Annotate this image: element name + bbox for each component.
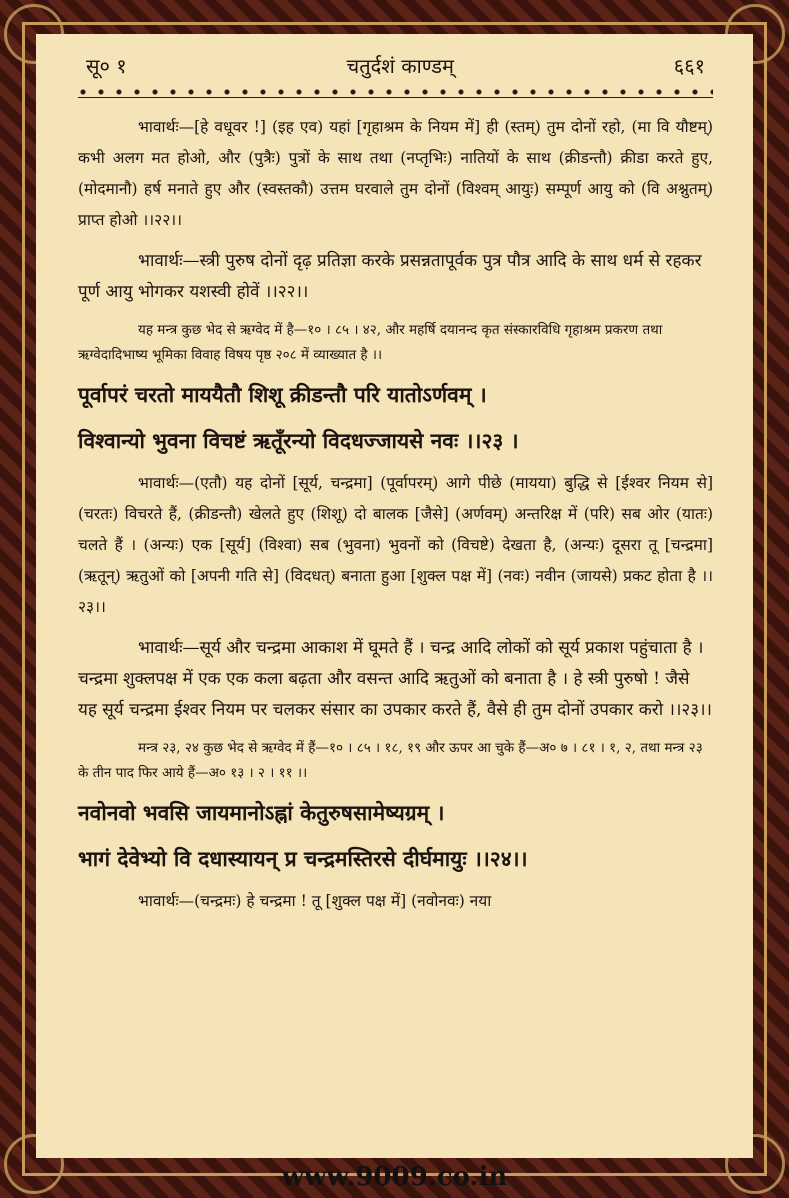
- header-divider: [78, 87, 713, 98]
- word-meaning-24: भावार्थः—(चन्द्रमः) हे चन्द्रमा ! तू [शुक्ल पक्ष में] (नवोनवः) नया: [138, 892, 492, 910]
- word-meaning-23: भावार्थः—(एतौ) यह दोनों [सूर्य, चन्द्रमा] (पूर्वापरम्) आगे पीछे (मायया) बुद्धि से [ईश्वर नियम से] (चरतः) विचरते हैं, (क्रीडन्तौ) खेलते हुए (शिशू) दो बालक [जैसे] (अर्णवम्) अन्तरिक्ष में (परि) सब ओर (यातः) चलते हैं । (अन्यः) एक [सूर्य] (विश्वा) सब (भुवना) भुवनों को (विचष्टे) देखता है, (अन्यः) दूसरा तू [चन्द्रमा] (ऋतून्) ऋतुओं को [अपनी गति से] (विदधत्) बनाता हुआ [शुक्ल पक्ष में] (नवः) नवीन (जायसे) प्रकट होता है ।।२३।।: [78, 474, 713, 616]
- kanda-title: चतुर्दशं काण्डम्: [346, 54, 454, 78]
- mantra-24-line-2: भागं देवेभ्यो वि दधास्यायन् प्र चन्द्रमस्तिरसे दीर्घमायुः ।।२४।।: [78, 846, 528, 871]
- mantra-23-line-2: विश्वान्यो भुवना विचष्टं ऋतूँरन्यो विदधज्जायसे नवः ।।२३ ।: [78, 428, 519, 453]
- page-header: [78, 52, 713, 79]
- sukta-number: सू० १: [86, 54, 127, 78]
- mantra-23-line-1: पूर्वापरं चरतो माययैतौ शिशू क्रीडन्तौ परि यातोऽर्णवम् ।: [78, 382, 487, 407]
- summary-23: भावार्थः—सूर्य और चन्द्रमा आकाश में घूमते हैं । चन्द्र आदि लोकों को सूर्य प्रकाश पहुंचाता है । चन्द्रमा शुक्लपक्ष में एक एक कला बढ़ता और वसन्त आदि ऋतुओं को बनाता है । हे स्त्री पुरुषो ! जैसे यह सूर्य चन्द्रमा ईश्वर नियम पर चलकर संसार का उपकार करते हैं, वैसे ही तुम दोनों उपकार करो ।।२३।।: [78, 638, 712, 720]
- page-number: ६६१: [673, 54, 705, 78]
- website-url: www.9009.co.in: [281, 1162, 508, 1192]
- mantra-24-line-1: नवोनवो भवसि जायमानोऽह्नां केतुरुषसामेष्यग्रम् ।: [78, 800, 445, 825]
- reference-note-22: यह मन्त्र कुछ भेद से ऋग्वेद में है—१० । ८५ । ४२, और महर्षि दयानन्द कृत संस्कारविधि गृहाश्रम प्रकरण तथा ऋग्वेदादिभाष्य भूमिका विवाह विषय पृष्ठ २०८ में व्याख्यात है ।।: [78, 322, 663, 363]
- word-meaning-22: भावार्थः—[हे वधूवर !] (इह एव) यहां [गृहाश्रम के नियम में] ही (स्तम्) तुम दोनों रहो, (मा वि यौष्टम्) कभी अलग मत होओ, और (पुत्रैः) पुत्रों के साथ तथा (नप्तृभिः) नातियों के साथ (क्रीडन्तौ) क्रीडा करते हुए, (मोदमानौ) हर्ष मनाते हुए और (स्वस्तकौ) उत्तम घरवाले तुम दोनों (विश्वम् आयुः) सम्पूर्ण आयु को (वि अश्नुतम्) प्राप्त होओ ।।२२।।: [78, 118, 713, 229]
- summary-22: भावार्थः—स्त्री पुरुष दोनों दृढ़ प्रतिज्ञा करके प्रसन्नतापूर्वक पुत्र पौत्र आदि के साथ धर्म से रहकर पूर्ण आयु भोगकर यशस्वी होवें ।।२२।।: [78, 251, 702, 302]
- reference-note-23: मन्त्र २३, २४ कुछ भेद से ऋग्वेद में हैं—१० । ८५ । १८, १९ और ऊपर आ चुके हैं—अ० ७ । ८१ । १, २, तथा मन्त्र २३ के तीन पाद फिर आये हैं—अ० १३ । २ । ११ ।।: [78, 740, 703, 781]
- page: [36, 34, 753, 1158]
